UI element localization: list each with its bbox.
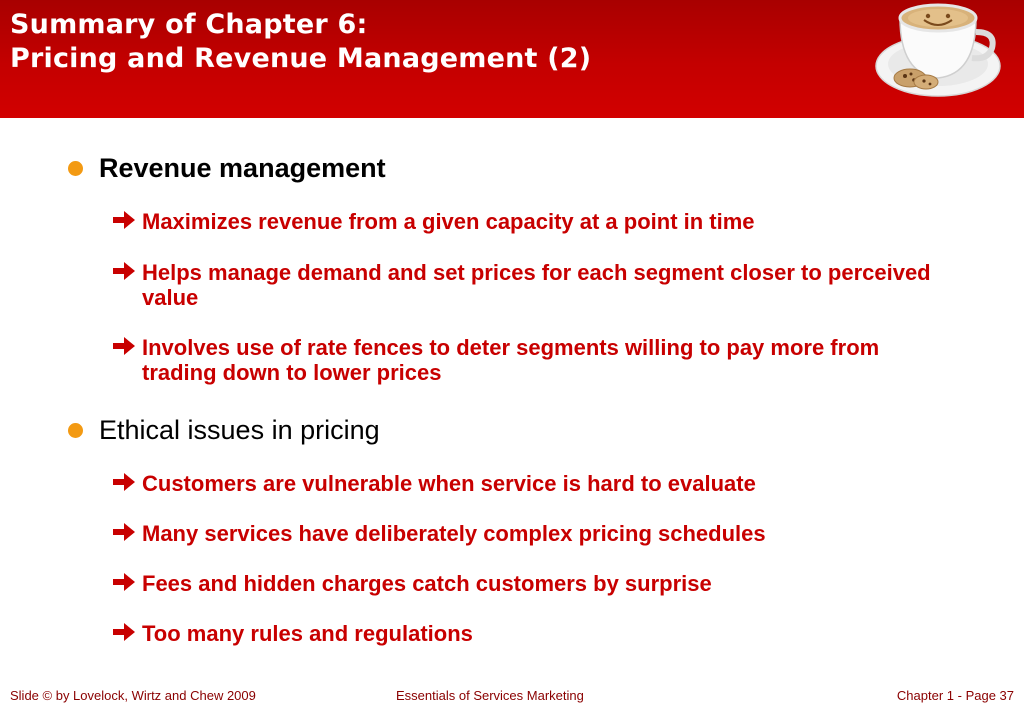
sub-bullet-text: Customers are vulnerable when service is hard to evaluate — [142, 471, 756, 496]
sub-bullet-text: Maximizes revenue from a given capacity at a point in time — [142, 209, 755, 234]
right-arrow-icon — [112, 260, 136, 282]
footer-page-number: Chapter 1 - Page 37 — [896, 688, 1014, 703]
right-arrow-icon — [112, 209, 136, 231]
coffee-cup-with-cookies-icon — [872, 2, 1004, 98]
sub-bullet-text: Involves use of rate fences to deter segments willing to pay more from trading down to lower prices — [142, 335, 880, 385]
slide-title-line-2: Pricing and Revenue Management (2) — [10, 43, 592, 74]
title-bar — [0, 0, 1024, 118]
right-arrow-icon — [112, 521, 136, 543]
sub-bullet — [112, 521, 932, 546]
section-heading: Revenue management — [99, 153, 386, 183]
right-arrow-icon — [112, 621, 136, 643]
sub-bullet — [112, 209, 932, 234]
right-arrow-icon — [112, 335, 136, 357]
footer-course-title: Essentials of Services Marketing — [396, 688, 584, 703]
bullet-dot-icon — [68, 161, 83, 176]
right-arrow-icon — [112, 471, 136, 493]
slide-title-line-1: Summary of Chapter 6: — [10, 9, 368, 40]
sub-bullet — [112, 471, 932, 496]
sub-bullet-text: Fees and hidden charges catch customers by surprise — [142, 571, 712, 596]
sub-bullet — [112, 621, 932, 646]
sub-bullet — [112, 571, 932, 596]
sub-bullet-text: Many services have deliberately complex pricing schedules — [142, 521, 766, 546]
bullet-dot-icon — [68, 423, 83, 438]
footer-copyright: Slide © by Lovelock, Wirtz and Chew 2009 — [10, 688, 256, 703]
sub-bullet-text: Helps manage demand and set prices for each segment closer to perceived value — [142, 260, 931, 310]
sub-bullet — [112, 260, 932, 310]
bullet-revenue-management — [68, 152, 386, 184]
right-arrow-icon — [112, 571, 136, 593]
slide-title — [10, 8, 591, 76]
section-heading: Ethical issues in pricing — [99, 415, 380, 445]
sub-bullet — [112, 335, 932, 385]
sub-bullet-text: Too many rules and regulations — [142, 621, 473, 646]
bullet-ethical-issues — [68, 414, 380, 446]
